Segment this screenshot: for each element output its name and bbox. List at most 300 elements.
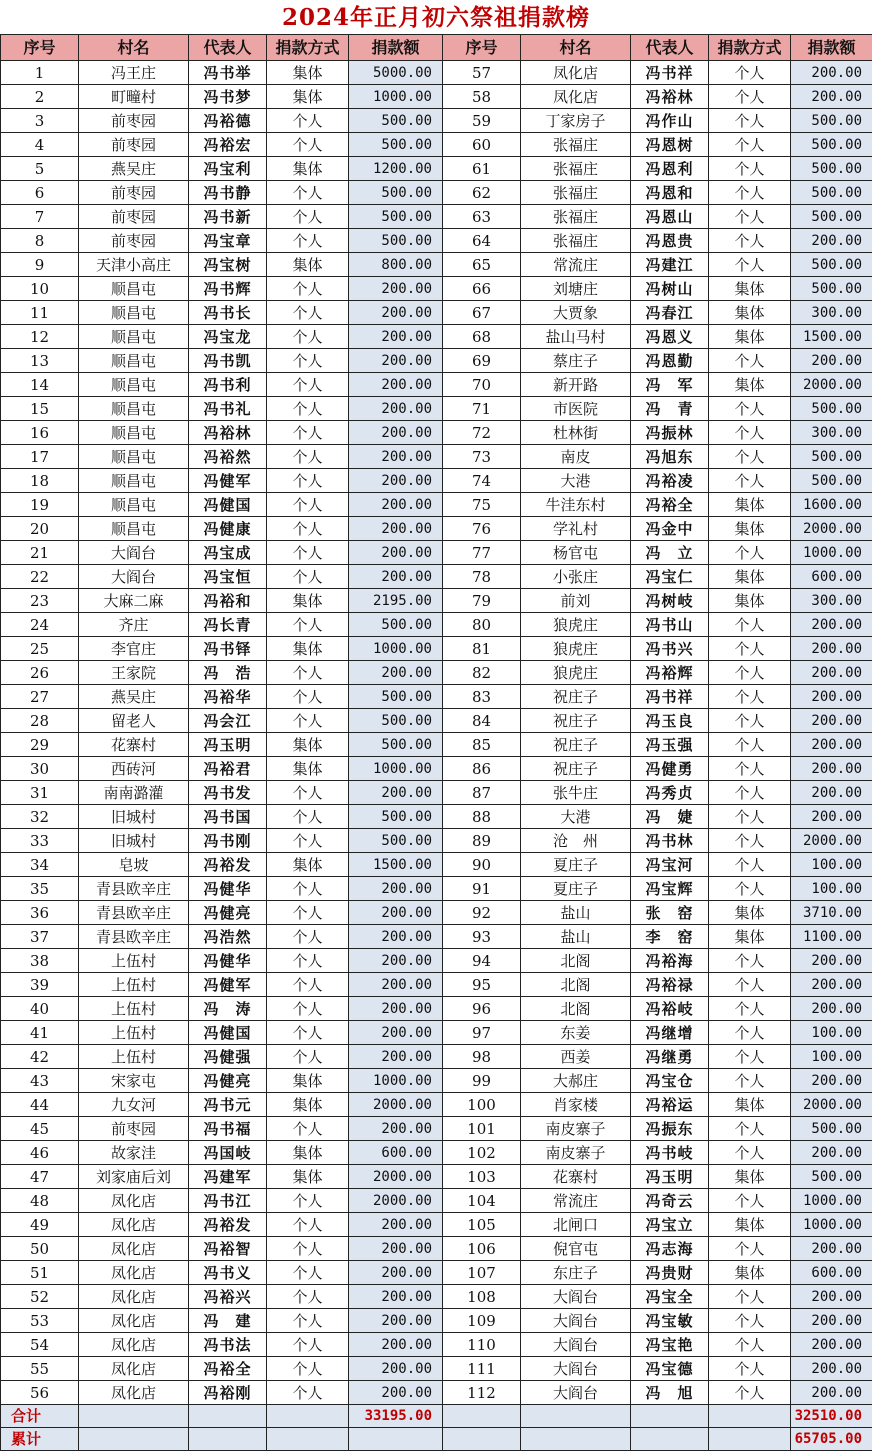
seq-cell: 23 bbox=[1, 589, 79, 613]
seq-cell: 103 bbox=[443, 1165, 521, 1189]
header-amount-left: 捐款额 bbox=[349, 35, 443, 61]
seq-cell: 6 bbox=[1, 181, 79, 205]
method-cell: 集体 bbox=[709, 589, 791, 613]
amount-cell: 200.00 bbox=[349, 877, 443, 901]
method-cell: 个人 bbox=[267, 1285, 349, 1309]
method-cell: 集体 bbox=[267, 1069, 349, 1093]
method-cell: 个人 bbox=[709, 445, 791, 469]
village-cell: 刘塘庄 bbox=[521, 277, 631, 301]
village-cell: 新开路 bbox=[521, 373, 631, 397]
table-row bbox=[1, 1021, 872, 1045]
seq-cell: 33 bbox=[1, 829, 79, 853]
header-seq-right: 序号 bbox=[443, 35, 521, 61]
representative-cell: 冯书长 bbox=[189, 301, 267, 325]
table-row bbox=[1, 805, 872, 829]
seq-cell: 86 bbox=[443, 757, 521, 781]
seq-cell: 106 bbox=[443, 1237, 521, 1261]
village-cell: 大港 bbox=[521, 805, 631, 829]
representative-cell: 冯宝龙 bbox=[189, 325, 267, 349]
seq-cell: 9 bbox=[1, 253, 79, 277]
amount-cell: 1100.00 bbox=[791, 925, 872, 949]
method-cell: 个人 bbox=[267, 133, 349, 157]
amount-cell: 200.00 bbox=[791, 1357, 872, 1381]
method-cell: 个人 bbox=[709, 1237, 791, 1261]
method-cell: 个人 bbox=[709, 61, 791, 85]
village-cell: 北阁 bbox=[521, 973, 631, 997]
village-cell: 凤化店 bbox=[79, 1333, 189, 1357]
amount-cell: 200.00 bbox=[349, 517, 443, 541]
seq-cell: 50 bbox=[1, 1237, 79, 1261]
method-cell: 集体 bbox=[267, 253, 349, 277]
method-cell: 个人 bbox=[709, 133, 791, 157]
village-cell: 凤化店 bbox=[79, 1237, 189, 1261]
amount-cell: 500.00 bbox=[349, 685, 443, 709]
representative-cell: 冯书利 bbox=[189, 373, 267, 397]
village-cell: 花寨村 bbox=[521, 1165, 631, 1189]
method-cell: 集体 bbox=[267, 1141, 349, 1165]
representative-cell: 张 窑 bbox=[631, 901, 709, 925]
village-cell: 顺昌屯 bbox=[79, 421, 189, 445]
seq-cell: 39 bbox=[1, 973, 79, 997]
representative-cell: 冯建军 bbox=[189, 1165, 267, 1189]
amount-cell: 200.00 bbox=[349, 1381, 443, 1405]
seq-cell: 101 bbox=[443, 1117, 521, 1141]
method-cell: 个人 bbox=[267, 541, 349, 565]
method-cell: 个人 bbox=[267, 277, 349, 301]
amount-cell: 200.00 bbox=[349, 493, 443, 517]
representative-cell: 冯建江 bbox=[631, 253, 709, 277]
seq-cell: 18 bbox=[1, 469, 79, 493]
method-cell: 个人 bbox=[267, 397, 349, 421]
amount-cell: 500.00 bbox=[791, 1117, 872, 1141]
table-row bbox=[1, 229, 872, 253]
table-row bbox=[1, 1045, 872, 1069]
amount-cell: 200.00 bbox=[349, 1237, 443, 1261]
representative-cell: 冯宝辉 bbox=[631, 877, 709, 901]
village-cell: 夏庄子 bbox=[521, 877, 631, 901]
representative-cell: 冯宝河 bbox=[631, 853, 709, 877]
seq-cell: 7 bbox=[1, 205, 79, 229]
method-cell: 集体 bbox=[709, 1165, 791, 1189]
amount-cell: 600.00 bbox=[349, 1141, 443, 1165]
table-row bbox=[1, 1261, 872, 1285]
amount-cell: 2000.00 bbox=[791, 517, 872, 541]
method-cell: 个人 bbox=[709, 1141, 791, 1165]
amount-cell: 500.00 bbox=[349, 613, 443, 637]
representative-cell: 冯健亮 bbox=[189, 1069, 267, 1093]
amount-cell: 200.00 bbox=[791, 949, 872, 973]
representative-cell: 冯宝恒 bbox=[189, 565, 267, 589]
table-row bbox=[1, 1309, 872, 1333]
seq-cell: 89 bbox=[443, 829, 521, 853]
amount-cell: 200.00 bbox=[349, 1285, 443, 1309]
method-cell: 个人 bbox=[267, 661, 349, 685]
table-row bbox=[1, 181, 872, 205]
seq-cell: 77 bbox=[443, 541, 521, 565]
table-row bbox=[1, 1213, 872, 1237]
amount-cell: 5000.00 bbox=[349, 61, 443, 85]
seq-cell: 42 bbox=[1, 1045, 79, 1069]
method-cell: 集体 bbox=[267, 853, 349, 877]
method-cell: 集体 bbox=[267, 1165, 349, 1189]
representative-cell: 冯宝立 bbox=[631, 1213, 709, 1237]
seq-cell: 94 bbox=[443, 949, 521, 973]
amount-cell: 200.00 bbox=[349, 1021, 443, 1045]
representative-cell: 冯 军 bbox=[631, 373, 709, 397]
seq-cell: 48 bbox=[1, 1189, 79, 1213]
representative-cell: 冯裕岐 bbox=[631, 997, 709, 1021]
amount-cell: 1000.00 bbox=[349, 637, 443, 661]
amount-cell: 200.00 bbox=[791, 973, 872, 997]
representative-cell: 冯裕然 bbox=[189, 445, 267, 469]
seq-cell: 96 bbox=[443, 997, 521, 1021]
representative-cell: 冯裕宏 bbox=[189, 133, 267, 157]
representative-cell: 冯玉良 bbox=[631, 709, 709, 733]
seq-cell: 90 bbox=[443, 853, 521, 877]
village-cell: 狼虎庄 bbox=[521, 661, 631, 685]
village-cell: 杨官屯 bbox=[521, 541, 631, 565]
method-cell: 个人 bbox=[267, 829, 349, 853]
table-row bbox=[1, 661, 872, 685]
amount-cell: 200.00 bbox=[349, 301, 443, 325]
seq-cell: 40 bbox=[1, 997, 79, 1021]
amount-cell: 1600.00 bbox=[791, 493, 872, 517]
village-cell: 夏庄子 bbox=[521, 853, 631, 877]
seq-cell: 36 bbox=[1, 901, 79, 925]
amount-cell: 1500.00 bbox=[349, 853, 443, 877]
amount-cell: 200.00 bbox=[791, 229, 872, 253]
amount-cell: 200.00 bbox=[791, 661, 872, 685]
seq-cell: 44 bbox=[1, 1093, 79, 1117]
representative-cell: 李 窑 bbox=[631, 925, 709, 949]
amount-cell: 200.00 bbox=[349, 565, 443, 589]
amount-cell: 3710.00 bbox=[791, 901, 872, 925]
method-cell: 个人 bbox=[709, 1189, 791, 1213]
village-cell: 上伍村 bbox=[79, 1021, 189, 1045]
seq-cell: 41 bbox=[1, 1021, 79, 1045]
village-cell: 顺昌屯 bbox=[79, 397, 189, 421]
representative-cell: 冯玉明 bbox=[631, 1165, 709, 1189]
village-cell: 町疃村 bbox=[79, 85, 189, 109]
method-cell: 集体 bbox=[709, 901, 791, 925]
amount-cell: 500.00 bbox=[349, 181, 443, 205]
method-cell: 个人 bbox=[709, 253, 791, 277]
method-cell: 个人 bbox=[709, 709, 791, 733]
method-cell: 集体 bbox=[709, 301, 791, 325]
representative-cell: 冯 涛 bbox=[189, 997, 267, 1021]
method-cell: 个人 bbox=[267, 997, 349, 1021]
method-cell: 个人 bbox=[709, 1309, 791, 1333]
seq-cell: 80 bbox=[443, 613, 521, 637]
table-row bbox=[1, 133, 872, 157]
representative-cell: 冯书刚 bbox=[189, 829, 267, 853]
village-cell: 大阎台 bbox=[521, 1381, 631, 1405]
method-cell: 个人 bbox=[709, 1285, 791, 1309]
representative-cell: 冯旭东 bbox=[631, 445, 709, 469]
method-cell: 个人 bbox=[709, 973, 791, 997]
representative-cell: 冯裕兴 bbox=[189, 1285, 267, 1309]
method-cell: 个人 bbox=[267, 1381, 349, 1405]
method-cell: 集体 bbox=[709, 325, 791, 349]
village-cell: 顺昌屯 bbox=[79, 493, 189, 517]
seq-cell: 16 bbox=[1, 421, 79, 445]
seq-cell: 55 bbox=[1, 1357, 79, 1381]
representative-cell: 冯 浩 bbox=[189, 661, 267, 685]
table-row bbox=[1, 1237, 872, 1261]
method-cell: 个人 bbox=[709, 469, 791, 493]
amount-cell: 200.00 bbox=[349, 925, 443, 949]
village-cell: 青县欧辛庄 bbox=[79, 901, 189, 925]
amount-cell: 2000.00 bbox=[349, 1189, 443, 1213]
representative-cell: 冯裕辉 bbox=[631, 661, 709, 685]
village-cell: 凤化店 bbox=[79, 1189, 189, 1213]
representative-cell: 冯浩然 bbox=[189, 925, 267, 949]
table-row bbox=[1, 853, 872, 877]
amount-cell: 100.00 bbox=[791, 1021, 872, 1045]
table-row bbox=[1, 637, 872, 661]
representative-cell: 冯健军 bbox=[189, 973, 267, 997]
seq-cell: 52 bbox=[1, 1285, 79, 1309]
amount-cell: 200.00 bbox=[791, 349, 872, 373]
village-cell: 前枣园 bbox=[79, 205, 189, 229]
representative-cell: 冯裕海 bbox=[631, 949, 709, 973]
method-cell: 个人 bbox=[709, 805, 791, 829]
representative-cell: 冯健亮 bbox=[189, 901, 267, 925]
village-cell: 燕吴庄 bbox=[79, 157, 189, 181]
village-cell: 燕吴庄 bbox=[79, 685, 189, 709]
method-cell: 集体 bbox=[267, 61, 349, 85]
table-row bbox=[1, 1069, 872, 1093]
village-cell: 大阎台 bbox=[521, 1333, 631, 1357]
seq-cell: 15 bbox=[1, 397, 79, 421]
seq-cell: 71 bbox=[443, 397, 521, 421]
method-cell: 个人 bbox=[267, 565, 349, 589]
amount-cell: 200.00 bbox=[791, 805, 872, 829]
amount-cell: 1000.00 bbox=[349, 1069, 443, 1093]
village-cell: 前枣园 bbox=[79, 133, 189, 157]
village-cell: 上伍村 bbox=[79, 1045, 189, 1069]
seq-cell: 30 bbox=[1, 757, 79, 781]
method-cell: 集体 bbox=[709, 1093, 791, 1117]
representative-cell: 冯裕凌 bbox=[631, 469, 709, 493]
amount-cell: 200.00 bbox=[791, 1069, 872, 1093]
representative-cell: 冯书义 bbox=[189, 1261, 267, 1285]
seq-cell: 43 bbox=[1, 1069, 79, 1093]
amount-cell: 200.00 bbox=[791, 85, 872, 109]
village-cell: 冯王庄 bbox=[79, 61, 189, 85]
amount-cell: 200.00 bbox=[791, 637, 872, 661]
table-row bbox=[1, 349, 872, 373]
table-row bbox=[1, 1381, 872, 1405]
seq-cell: 74 bbox=[443, 469, 521, 493]
amount-cell: 600.00 bbox=[791, 1261, 872, 1285]
representative-cell: 冯恩和 bbox=[631, 181, 709, 205]
amount-cell: 200.00 bbox=[349, 949, 443, 973]
seq-cell: 10 bbox=[1, 277, 79, 301]
table-row bbox=[1, 1189, 872, 1213]
subtotal-row bbox=[1, 1405, 872, 1428]
village-cell: 宋家屯 bbox=[79, 1069, 189, 1093]
village-cell: 凤化店 bbox=[79, 1309, 189, 1333]
village-cell: 东姜 bbox=[521, 1021, 631, 1045]
amount-cell: 200.00 bbox=[349, 373, 443, 397]
representative-cell: 冯宝艳 bbox=[631, 1333, 709, 1357]
amount-cell: 200.00 bbox=[349, 1333, 443, 1357]
table-row bbox=[1, 253, 872, 277]
village-cell: 故家洼 bbox=[79, 1141, 189, 1165]
table-row bbox=[1, 757, 872, 781]
table-row bbox=[1, 157, 872, 181]
amount-cell: 200.00 bbox=[791, 1285, 872, 1309]
table-row bbox=[1, 85, 872, 109]
amount-cell: 2195.00 bbox=[349, 589, 443, 613]
method-cell: 个人 bbox=[709, 1117, 791, 1141]
method-cell: 个人 bbox=[267, 229, 349, 253]
village-cell: 旧城村 bbox=[79, 805, 189, 829]
village-cell: 凤化店 bbox=[79, 1285, 189, 1309]
seq-cell: 2 bbox=[1, 85, 79, 109]
table-row bbox=[1, 781, 872, 805]
seq-cell: 99 bbox=[443, 1069, 521, 1093]
amount-cell: 100.00 bbox=[791, 1045, 872, 1069]
header-rep-left: 代表人 bbox=[189, 35, 267, 61]
representative-cell: 冯裕华 bbox=[189, 685, 267, 709]
amount-cell: 500.00 bbox=[791, 181, 872, 205]
village-cell: 北阁 bbox=[521, 997, 631, 1021]
seq-cell: 14 bbox=[1, 373, 79, 397]
village-cell: 南南潞灌 bbox=[79, 781, 189, 805]
amount-cell: 200.00 bbox=[349, 1213, 443, 1237]
representative-cell: 冯健国 bbox=[189, 1021, 267, 1045]
amount-cell: 200.00 bbox=[349, 469, 443, 493]
village-cell: 大郝庄 bbox=[521, 1069, 631, 1093]
method-cell: 个人 bbox=[709, 421, 791, 445]
amount-cell: 200.00 bbox=[349, 325, 443, 349]
method-cell: 集体 bbox=[267, 637, 349, 661]
representative-cell: 冯书林 bbox=[631, 829, 709, 853]
village-cell: 大阎台 bbox=[521, 1309, 631, 1333]
village-cell: 肖家楼 bbox=[521, 1093, 631, 1117]
amount-cell: 500.00 bbox=[349, 229, 443, 253]
right-subtotal: 32510.00 bbox=[791, 1405, 872, 1428]
method-cell: 个人 bbox=[709, 853, 791, 877]
seq-cell: 12 bbox=[1, 325, 79, 349]
method-cell: 个人 bbox=[267, 1045, 349, 1069]
seq-cell: 31 bbox=[1, 781, 79, 805]
seq-cell: 67 bbox=[443, 301, 521, 325]
representative-cell: 冯 青 bbox=[631, 397, 709, 421]
seq-cell: 87 bbox=[443, 781, 521, 805]
representative-cell: 冯书铎 bbox=[189, 637, 267, 661]
amount-cell: 200.00 bbox=[349, 349, 443, 373]
method-cell: 个人 bbox=[267, 781, 349, 805]
village-cell: 南皮寨子 bbox=[521, 1141, 631, 1165]
seq-cell: 35 bbox=[1, 877, 79, 901]
amount-cell: 100.00 bbox=[791, 877, 872, 901]
representative-cell: 冯继增 bbox=[631, 1021, 709, 1045]
seq-cell: 105 bbox=[443, 1213, 521, 1237]
seq-cell: 109 bbox=[443, 1309, 521, 1333]
method-cell: 个人 bbox=[267, 205, 349, 229]
grand-total: 65705.00 bbox=[791, 1428, 872, 1451]
representative-cell: 冯金中 bbox=[631, 517, 709, 541]
method-cell: 集体 bbox=[709, 493, 791, 517]
seq-cell: 82 bbox=[443, 661, 521, 685]
method-cell: 个人 bbox=[709, 637, 791, 661]
method-cell: 个人 bbox=[267, 469, 349, 493]
seq-cell: 92 bbox=[443, 901, 521, 925]
village-cell: 小张庄 bbox=[521, 565, 631, 589]
village-cell: 北闸口 bbox=[521, 1213, 631, 1237]
representative-cell: 冯志海 bbox=[631, 1237, 709, 1261]
seq-cell: 78 bbox=[443, 565, 521, 589]
amount-cell: 200.00 bbox=[791, 1333, 872, 1357]
method-cell: 个人 bbox=[709, 109, 791, 133]
method-cell: 集体 bbox=[709, 925, 791, 949]
representative-cell: 冯健军 bbox=[189, 469, 267, 493]
representative-cell: 冯恩山 bbox=[631, 205, 709, 229]
table-row bbox=[1, 469, 872, 493]
amount-cell: 500.00 bbox=[349, 133, 443, 157]
method-cell: 个人 bbox=[267, 925, 349, 949]
table-row bbox=[1, 1141, 872, 1165]
method-cell: 个人 bbox=[267, 613, 349, 637]
seq-cell: 19 bbox=[1, 493, 79, 517]
amount-cell: 200.00 bbox=[791, 781, 872, 805]
representative-cell: 冯玉强 bbox=[631, 733, 709, 757]
amount-cell: 200.00 bbox=[791, 685, 872, 709]
seq-cell: 83 bbox=[443, 685, 521, 709]
table-row bbox=[1, 301, 872, 325]
seq-cell: 72 bbox=[443, 421, 521, 445]
village-cell: 常流庄 bbox=[521, 253, 631, 277]
seq-cell: 49 bbox=[1, 1213, 79, 1237]
method-cell: 个人 bbox=[709, 661, 791, 685]
representative-cell: 冯恩树 bbox=[631, 133, 709, 157]
representative-cell: 冯宝成 bbox=[189, 541, 267, 565]
village-cell: 顺昌屯 bbox=[79, 517, 189, 541]
method-cell: 个人 bbox=[709, 397, 791, 421]
village-cell: 大港 bbox=[521, 469, 631, 493]
amount-cell: 200.00 bbox=[349, 1261, 443, 1285]
amount-cell: 2000.00 bbox=[349, 1093, 443, 1117]
amount-cell: 200.00 bbox=[349, 445, 443, 469]
village-cell: 顺昌屯 bbox=[79, 349, 189, 373]
representative-cell: 冯书祥 bbox=[631, 61, 709, 85]
seq-cell: 68 bbox=[443, 325, 521, 349]
representative-cell: 冯恩义 bbox=[631, 325, 709, 349]
representative-cell: 冯会江 bbox=[189, 709, 267, 733]
amount-cell: 2000.00 bbox=[791, 373, 872, 397]
village-cell: 常流庄 bbox=[521, 1189, 631, 1213]
village-cell: 杜林街 bbox=[521, 421, 631, 445]
village-cell: 张福庄 bbox=[521, 157, 631, 181]
amount-cell: 1500.00 bbox=[791, 325, 872, 349]
representative-cell: 冯书新 bbox=[189, 205, 267, 229]
method-cell: 个人 bbox=[267, 805, 349, 829]
method-cell: 集体 bbox=[709, 373, 791, 397]
method-cell: 集体 bbox=[267, 157, 349, 181]
seq-cell: 95 bbox=[443, 973, 521, 997]
representative-cell: 冯裕君 bbox=[189, 757, 267, 781]
method-cell: 个人 bbox=[709, 757, 791, 781]
table-row bbox=[1, 1285, 872, 1309]
amount-cell: 200.00 bbox=[349, 661, 443, 685]
village-cell: 前枣园 bbox=[79, 181, 189, 205]
method-cell: 个人 bbox=[267, 1309, 349, 1333]
village-cell: 祝庄子 bbox=[521, 733, 631, 757]
village-cell: 北阁 bbox=[521, 949, 631, 973]
